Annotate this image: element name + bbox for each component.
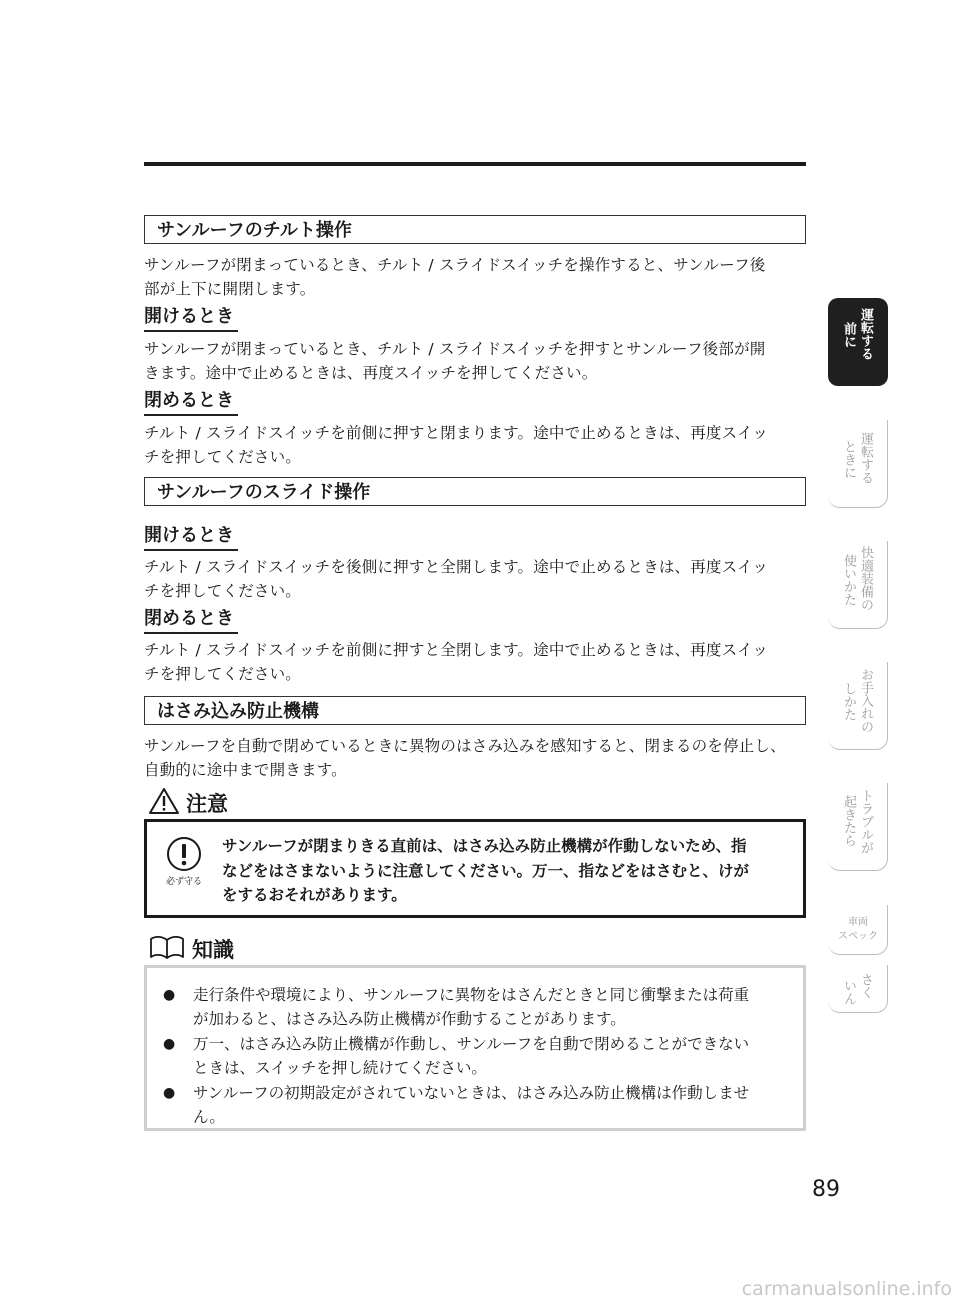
side-tab-while-driving[interactable] [828,420,888,508]
text-line: などをはさまないように注意してください。万一、指などをはさむと、けが [222,861,750,880]
section-title-tilt: サンルーフのチルト操作 [144,215,806,244]
text-line: きます。途中で止めるときは、再度スイッチを押してください。 [144,364,598,382]
tab-label: お手入れの [858,668,873,733]
list-item [163,1032,783,1080]
side-tab-before-driving[interactable] [828,298,888,386]
subhead-tilt-close: 閉めるとき [144,390,234,411]
section-title-pinch: はさみ込み防止機構 [144,696,806,725]
caution-heading: 注意 [186,792,228,816]
exclamation-circle-icon [166,836,202,872]
bullet: ● [163,987,176,1003]
side-tab-vehicle-specs[interactable] [828,905,888,955]
tab-label: トラブルが [858,789,873,854]
tab-label: 前に [841,322,856,348]
tab-label: 運転する [858,308,873,360]
bullet: ● [163,1085,176,1101]
text-line: 走行条件や環境により、サンルーフに異物をはさんだときと同じ衝撃または荷重 [193,986,750,1004]
list-item [163,983,783,1031]
list-item [163,1081,783,1129]
knowledge-box [144,965,806,1131]
text-line: チルト / スライドスイッチを前側に押すと閉まります。途中で止めるときは、再度スイッ [144,424,769,442]
top-rule [144,162,806,166]
text-line: サンルーフが閉まりきる直前は、はさみ込み防止機構が作動しないため、指 [222,837,747,855]
tab-label: いん [841,979,856,1005]
slide-open-text [144,555,806,603]
text-line: をするおそれがあります。 [222,886,407,904]
text-line: が加わると、はさみ込み防止機構が作動することがあります。 [193,1010,626,1028]
tab-label: スペック [838,931,878,942]
text-line: チを押してください。 [144,448,302,466]
text-line: ときは、スイッチを押し続けてください。 [193,1059,487,1077]
side-tab-comfort-equipment[interactable] [828,541,888,629]
tab-label: 使いかた [841,554,856,606]
open-book-icon [148,934,186,960]
tab-label: 快適装備の [858,546,873,611]
text-line: サンルーフを自動で閉めているときに異物のはさみ込みを感知すると、閉まるのを停止し、 [144,737,786,755]
page-number: 89 [812,1177,840,1202]
watermark: carmanualsonline.info [741,1278,952,1300]
section-title-slide: サンルーフのスライド操作 [144,477,806,506]
pinch-text [144,734,806,782]
subhead-slide-open: 開けるとき [144,525,234,546]
slide-close-text [144,638,806,686]
subhead-tilt-open: 開けるとき [144,306,234,327]
tab-label: 車両 [848,917,868,928]
side-tab-index[interactable] [828,965,888,1013]
subhead-slide-close: 閉めるとき [144,608,234,629]
text-line: サンルーフが閉まっているとき、チルト / スライドスイッチを押すとサンルーフ後部が開 [144,340,766,358]
text-line: チを押してください。 [144,582,302,600]
knowledge-heading: 知識 [192,938,234,962]
text-line: 自動的に途中まで開きます。 [144,761,347,779]
tab-label: ときに [841,440,856,479]
bullet: ● [163,1036,176,1052]
tilt-close-text [144,421,806,469]
text-line: チを押してください。 [144,665,302,683]
tab-label: さく [858,973,873,999]
side-tab-maintenance[interactable] [828,662,888,750]
tilt-open-text [144,337,806,385]
side-tab-troubleshooting[interactable] [828,783,888,871]
caution-box [144,819,806,918]
must-observe-label: 必ず守る [165,877,202,887]
text-line: サンルーフが閉まっているとき、チルト / スライドスイッチを操作すると、サンルーフ後 [144,256,766,274]
tab-label: しかた [841,682,856,721]
text-line: サンルーフの初期設定がされていないときは、はさみ込み防止機構は作動しませ [193,1084,750,1102]
tab-label: 起きたら [841,795,856,847]
text-line: 部が上下に開閉します。 [144,280,316,298]
caution-text [222,834,787,908]
warning-triangle-icon [148,787,180,815]
tab-label: 運転する [858,432,873,484]
text-line: ん。 [193,1108,225,1126]
tilt-intro [144,253,806,301]
text-line: チルト / スライドスイッチを前側に押すと全閉します。途中で止めるときは、再度スイッ [144,641,769,659]
text-line: チルト / スライドスイッチを後側に押すと全開します。途中で止めるときは、再度スイッ [144,558,769,576]
text-line: 万一、はさみ込み防止機構が作動し、サンルーフを自動で閉めることができない [193,1035,750,1053]
